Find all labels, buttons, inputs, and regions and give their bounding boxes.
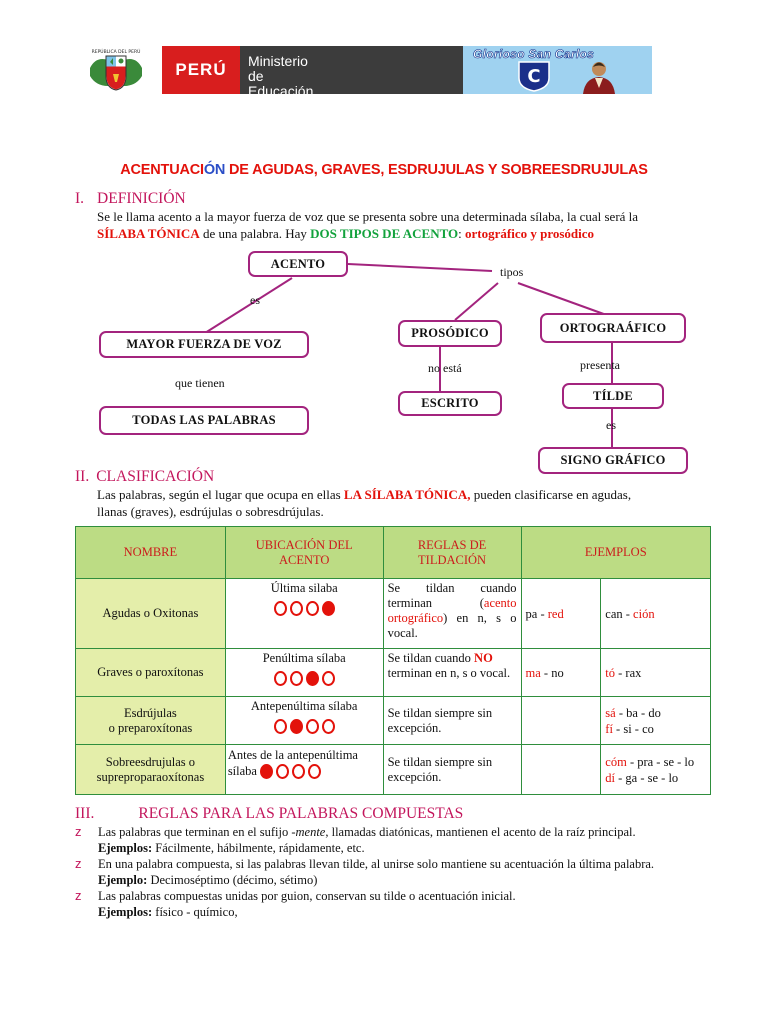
header-ubicacion: UBICACIÓN DEL ACENTO [225,527,383,579]
table-header-row [76,527,711,579]
concept-map-connectors [0,245,768,480]
stressed-syllable-circle [290,719,303,734]
label-tipos: tipos [500,265,524,279]
definition-paragraph [97,208,737,242]
stressed-syllable-circle [322,601,335,616]
school-logo-letter: C [527,66,541,87]
page-title: ACENTUACIÓN DE AGUDAS, GRAVES, ESDRUJULAS Y SOBREESDRUJULAS [120,162,648,178]
ministry-label [248,54,322,99]
syllable-circles [274,601,335,616]
row-name: Esdrújulas o preparoxítonas [76,697,226,745]
row-rule: Se tildan siempre sin excepción. [383,697,521,745]
row-name: Graves o paroxítonas [76,649,226,697]
page-header [86,46,652,99]
node-signo-grafico: SIGNO GRÁFICO [538,447,688,474]
label-no-esta: no está [428,361,462,375]
label-es-1: es [250,293,260,307]
row-example-empty [521,697,601,745]
header-ejemplos: EJEMPLOS [521,527,710,579]
accent-concept-map [0,245,768,480]
row-example-1: pa - red [521,579,601,649]
bullet-icon: z [75,856,82,871]
syllable-circle [290,671,303,686]
location-text: Antepenúltima sílaba [250,699,358,713]
peru-coat-of-arms-icon [86,46,146,94]
label-que-tienen: que tienen [175,376,225,390]
crest-text: REPÚBLICA DEL PERÚ [91,50,141,55]
syllable-circle [290,601,303,616]
list-item: z Las palabras que terminan en el sufijo -mente, llamadas diatónicas, mantienen el acento de la raíz principal. Ejemplos: Fácilmente, hábilmente, rápidamente, etc. [75,824,636,855]
list-item: z En una palabra compuesta, si las palabras llevan tilde, al unirse solo mantiene su acentuación la última palabra. Ejemplo: Decimoséptimo (décimo, sétimo) [75,856,655,887]
row-rule: Se tildan cuando NO terminan en n, s o vocal. [383,649,521,697]
compound-rules-list [75,824,725,920]
location-text: Antes de la antepenúltima [227,748,358,762]
classification-line-1: Las palabras, según el lugar que ocupa en ellas LA SÍLABA TÓNICA, pueden clasificarse en agudas, [97,487,632,502]
classification-paragraph [97,486,737,520]
stressed-syllable-circle [260,764,273,779]
syllable-circles [260,764,321,779]
label-es-2: es [606,418,616,432]
location-text: Última silaba [270,581,338,595]
school-name: Glorioso San Carlos [473,47,595,61]
section-3-heading: III. REGLAS PARA LAS PALABRAS COMPUESTAS [75,805,464,822]
row-rule: Se tildan siempre sin excepción. [383,745,521,795]
table-row [76,745,711,795]
row-examples: sá - ba - do fí - si - co [601,697,711,745]
table-row [76,649,711,697]
classification-table [75,526,711,795]
syllable-circles [274,671,335,686]
node-mayor-fuerza: MAYOR FUERZA DE VOZ [99,331,309,358]
header-nombre: NOMBRE [76,527,226,579]
ministry-line-1: Ministerio [248,53,308,69]
row-location [225,579,383,649]
section-1-heading: I. DEFINICIÓN [75,190,186,207]
definition-line-1: Se le llama acento a la mayor fuerza de voz que se presenta sobre una determinada sílaba, la cual será la [97,209,639,224]
node-escrito: ESCRITO [398,391,502,416]
ministry-line-2: de Educación [248,68,314,99]
syllable-circle [322,671,335,686]
table-row [76,579,711,649]
node-prosodico: PROSÓDICO [398,320,502,347]
syllable-circle [274,719,287,734]
row-examples: cóm - pra - se - lo dí - ga - se - lo [601,745,711,795]
stressed-syllable-circle [306,671,319,686]
syllable-circle [308,764,321,779]
row-location [225,649,383,697]
definition-line-2: SÍLABA TÓNICA de una palabra. Hay DOS TIPOS DE ACENTO: ortográfico y prosódico [97,226,595,241]
row-rule: Se tildan cuando terminan (acento ortográfico) en n, s o vocal. [383,579,521,649]
node-acento: ACENTO [248,251,348,277]
syllable-circle [306,601,319,616]
row-name: Sobreesdrujulas o supreproparaoxítonas [76,745,226,795]
table-row [76,697,711,745]
row-location [225,697,383,745]
row-example-2: tó - rax [601,649,711,697]
row-example-empty [521,745,601,795]
row-name: Agudas o Oxitonas [76,579,226,649]
row-location [225,745,383,795]
classification-line-2: llanas (graves), esdrújulas o sobresdrújulas. [97,504,324,519]
row-example-1: ma - no [521,649,601,697]
syllable-circle [274,601,287,616]
bullet-icon: z [75,888,82,903]
banner-extension [322,46,463,94]
syllable-circle [306,719,319,734]
list-item: z Las palabras compuestas unidas por guion, conservan su tilde o acentuación inicial. Ejemplos: físico - químico, [75,888,516,919]
syllable-circle [292,764,305,779]
peru-label: PERÚ [162,46,240,94]
label-presenta: presenta [580,358,620,372]
portrait-figure-icon [579,58,619,94]
school-shield-icon [517,60,551,92]
syllable-circle [276,764,289,779]
peru-ministry-banner [162,46,322,99]
header-reglas: REGLAS DE TILDACIÓN [383,527,521,579]
node-todas-palabras: TODAS LAS PALABRAS [99,406,309,435]
node-ortografico: ORTOGRAÁFICO [540,313,686,343]
row-example-2: can - ción [601,579,711,649]
bullet-icon: z [75,824,82,839]
syllable-circles [274,719,335,734]
section-2-heading: II. CLASIFICACIÓN [75,468,215,485]
school-banner [463,46,652,94]
location-line-2: sílaba [228,763,383,779]
syllable-circle [322,719,335,734]
syllable-circle [274,671,287,686]
location-text: Penúltima sílaba [262,651,346,665]
node-tilde: TÍLDE [562,383,664,409]
